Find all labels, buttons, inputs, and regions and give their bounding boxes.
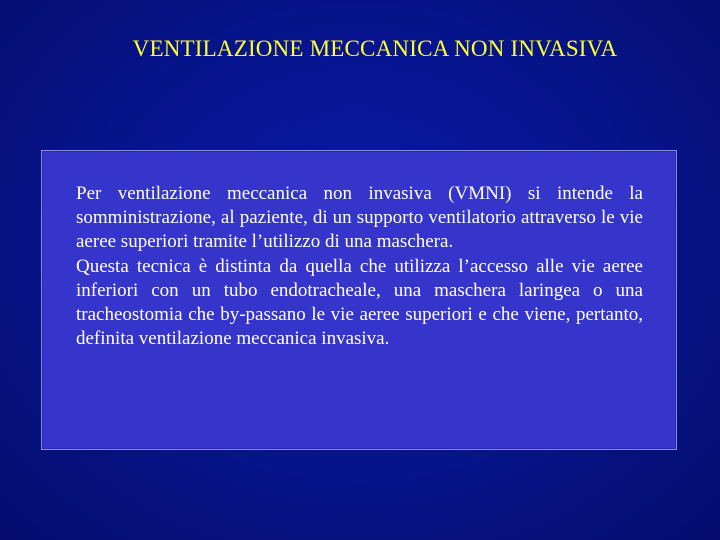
paragraph-definition: Per ventilazione meccanica non invasiva (VMNI) si intende la somministrazione, al paziente, di un supporto ventilatorio attraverso le vie aeree superiori tramite l’utilizzo di una maschera. bbox=[76, 183, 643, 253]
content-text bbox=[76, 182, 643, 351]
paragraph-distinction: Questa tecnica è distinta da quella che utilizza l’accesso alle vie aeree inferiori con un tubo endotracheale, una maschera laringea o una tracheostomia che by-passano le vie aeree superiori e che viene, pertanto, definita ventilazione meccanica invasiva. bbox=[76, 255, 643, 350]
content-box bbox=[41, 150, 677, 450]
slide-title: VENTILAZIONE MECCANICA NON INVASIVA bbox=[132, 36, 618, 61]
